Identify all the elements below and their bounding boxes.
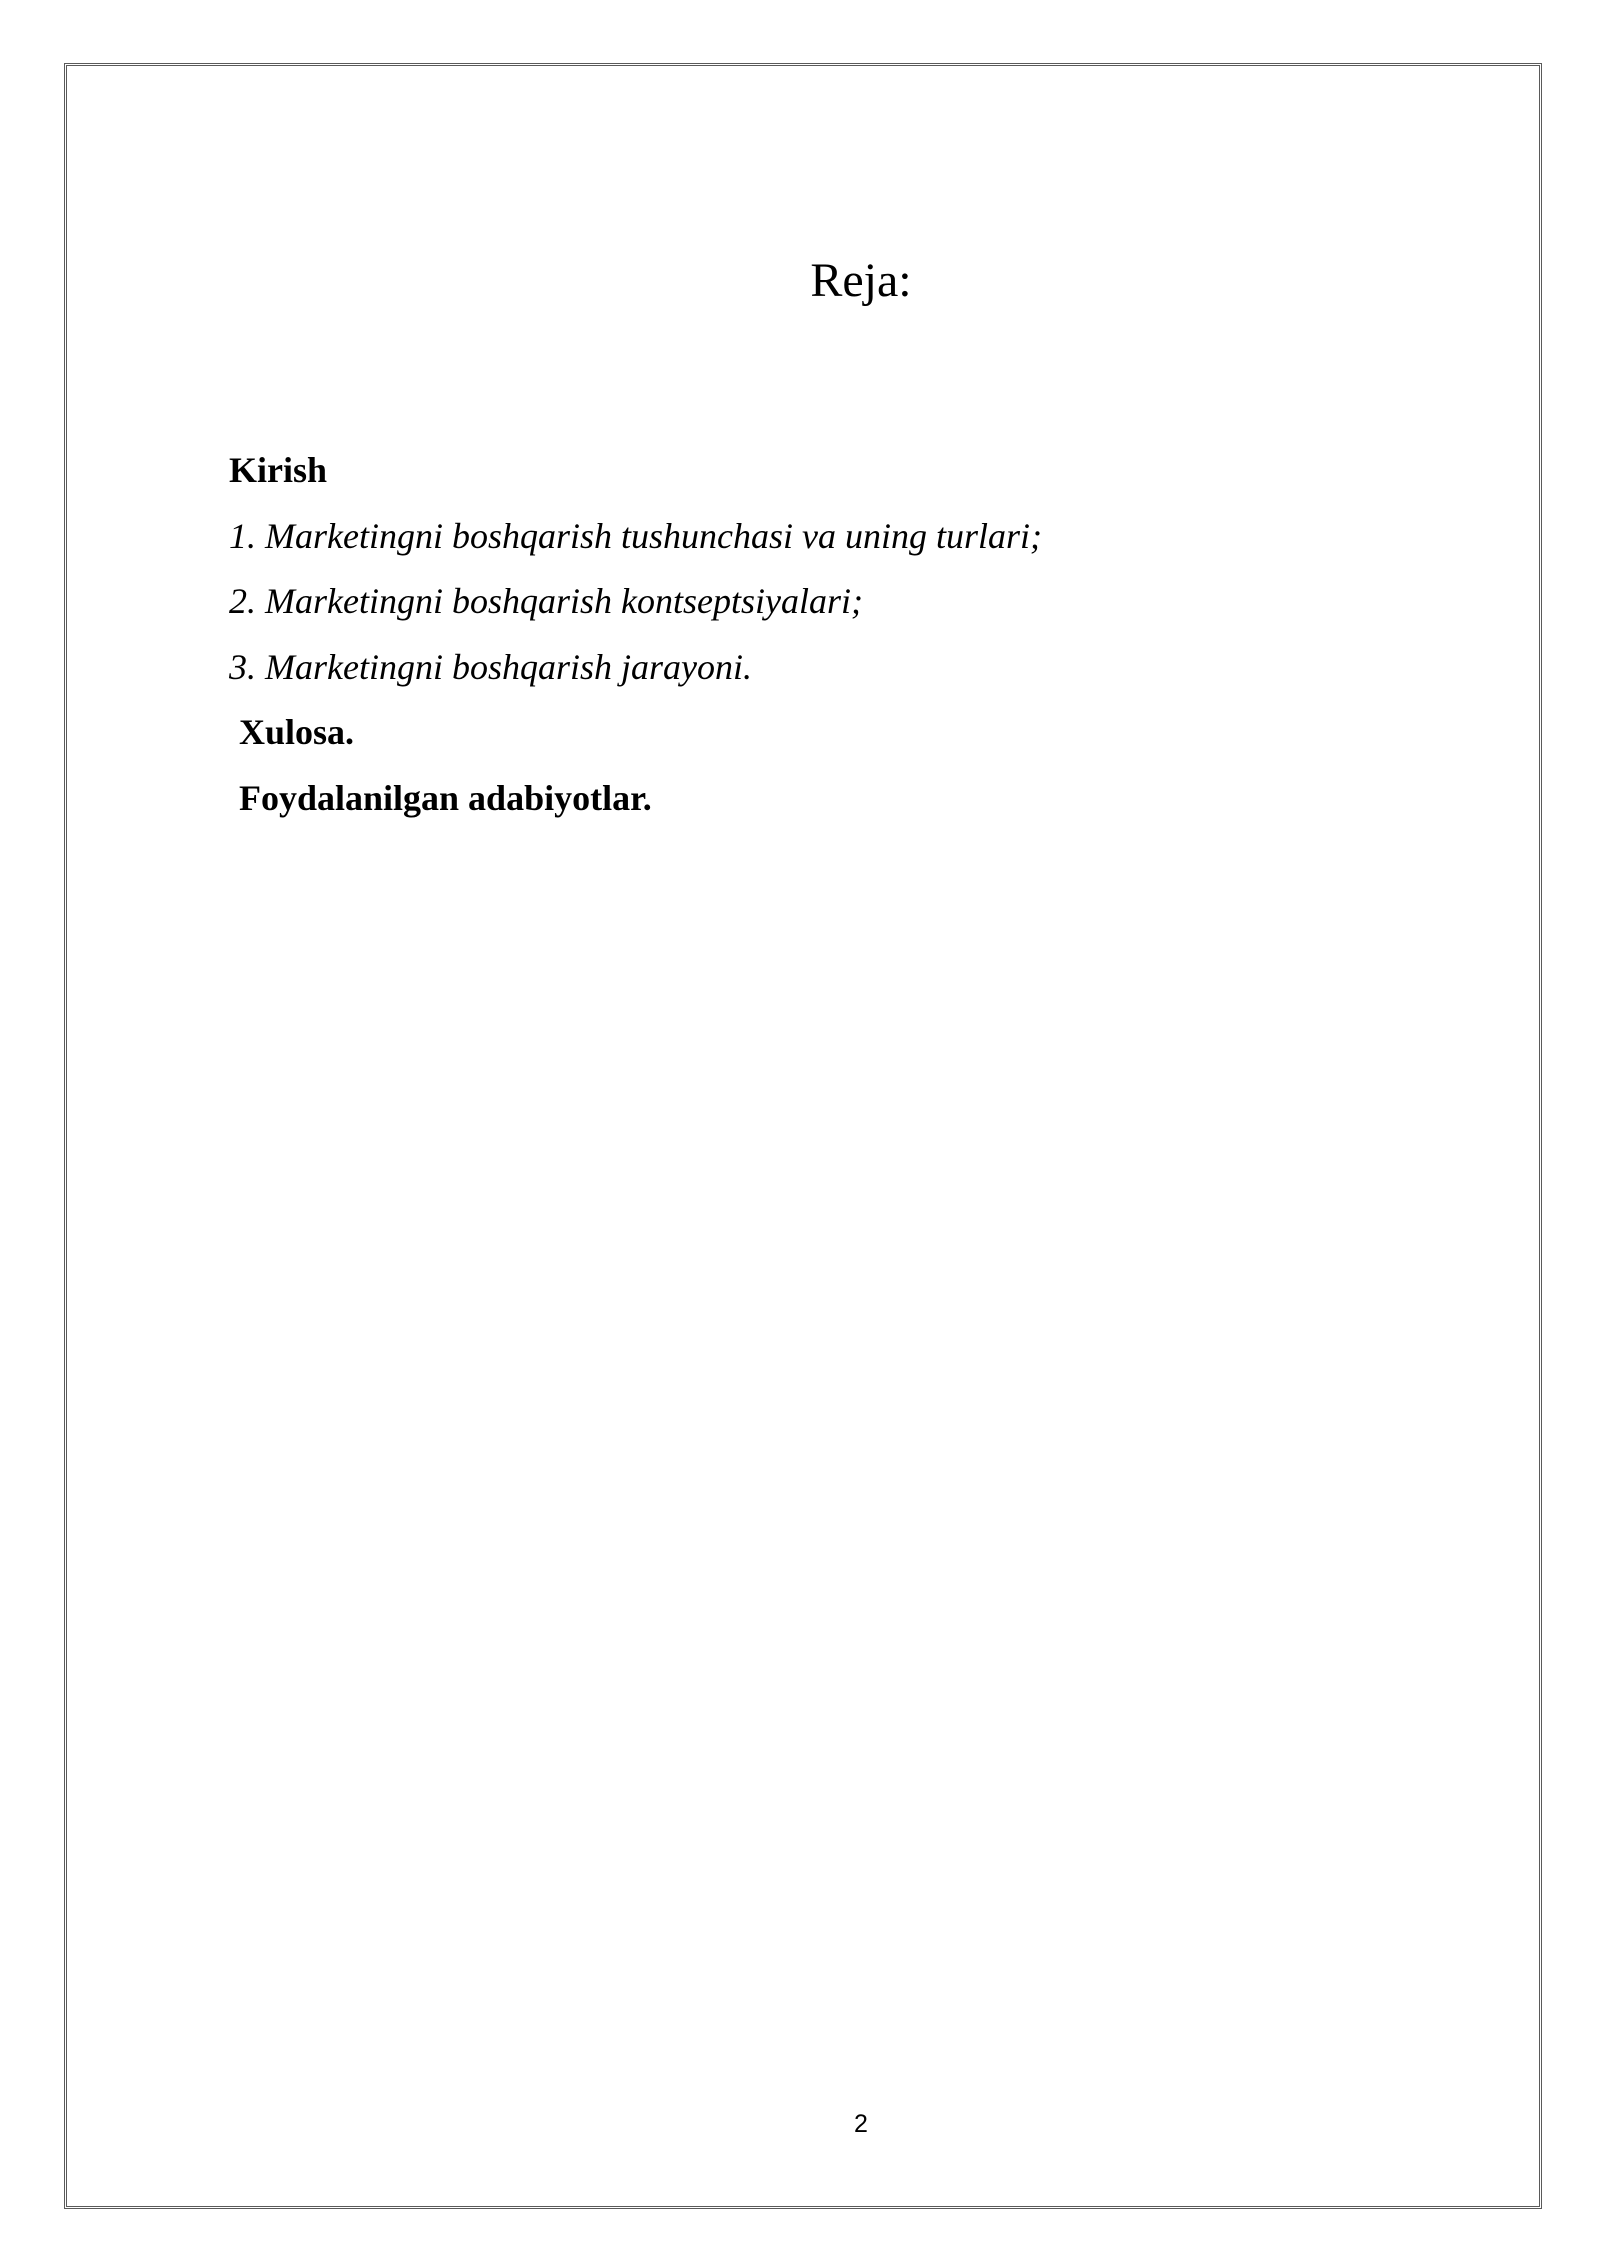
plan-item-1: 1. Marketingni boshqarish tushunchasi va uning turlari; (229, 515, 1042, 556)
plan-item-2: 2. Marketingni boshqarish kontseptsiyalari; (229, 581, 863, 621)
plan-item-intro: Kirish (229, 450, 328, 490)
page-number: 2 (854, 2110, 868, 2138)
plan-list (229, 438, 1042, 831)
plan-item-conclusion: Xulosa. (239, 712, 355, 752)
plan-item-references: Foydalanilgan adabiyotlar. (239, 777, 652, 818)
page-title: Reja: (810, 254, 912, 307)
plan-item-3: 3. Marketingni boshqarish jarayoni. (229, 646, 752, 687)
page-border (64, 63, 1542, 2209)
